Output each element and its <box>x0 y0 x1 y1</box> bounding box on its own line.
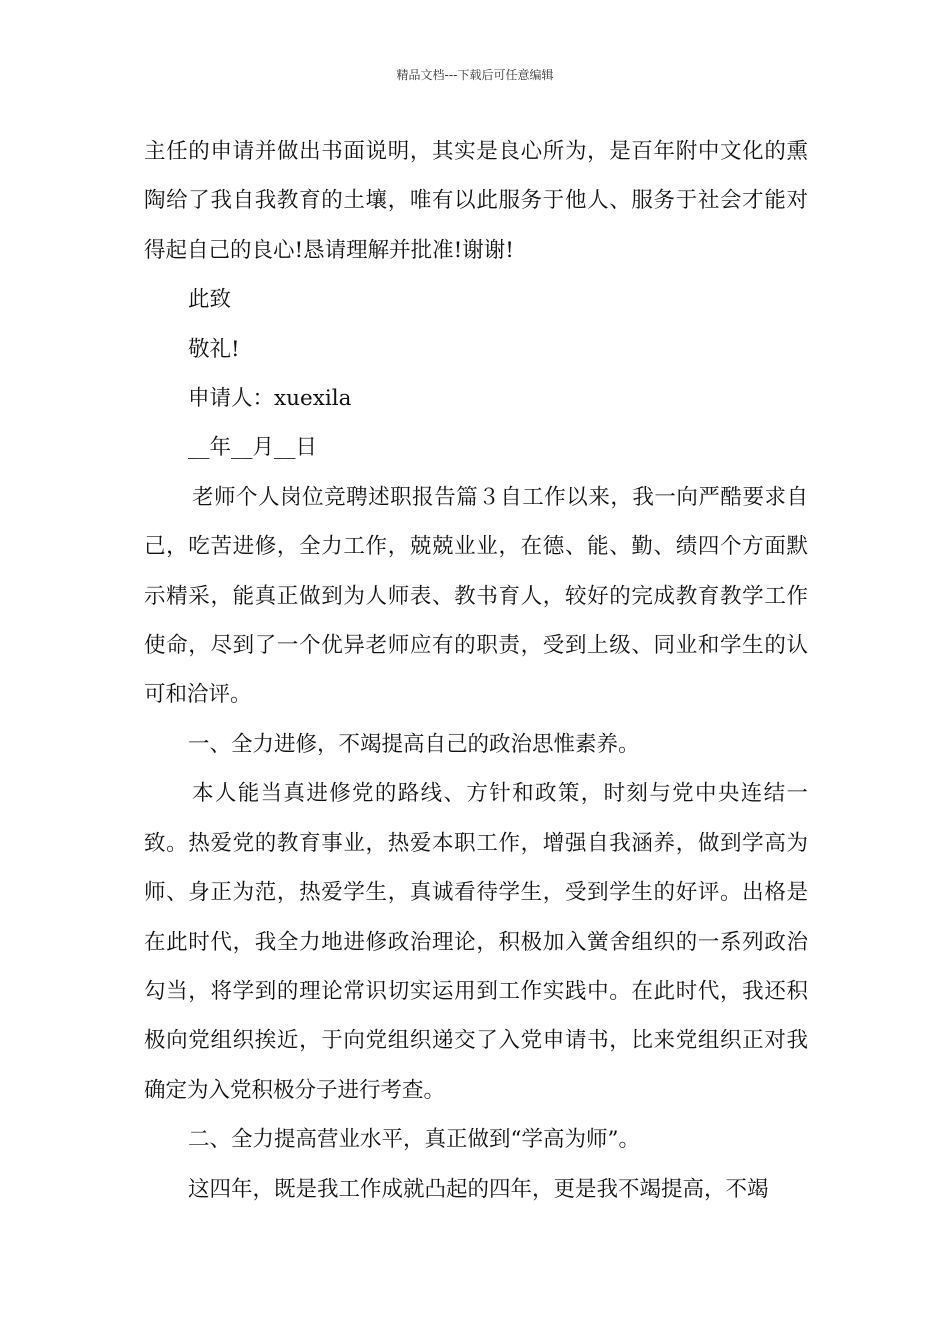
paragraph-report-intro: 老师个人岗位竞聘述职报告篇３自工作以来，我一向严酷要求自己，吃苦进修，全力工作，兢兢业业，在德、能、勤、绩四个方面默示精采，能真正做到为人师表、教书育人，较好的完成教育教学工作使命，尽到了一个优异老师应有的职责，受到上级、同业和学生的认可和洽评。 <box>144 484 808 708</box>
paragraph-political-study: 本人能当真进修党的路线、方针和政策，时刻与党中央连结一致。热爱党的教育事业，热爱本职工作，增强自我涵养，做到学高为师、身正为范，热爱学生，真诚看待学生，受到学生的好评。出格是在此时代，我全力地进修政治理论，积极加入黉舍组织的一系列政治勾当，将学到的理论常识切实运用到工作实践中。在此时代，我还积极向党组织挨近，于向党组织递交了入党申请书，比来党组织正对我确定为入党积极分子进行考查。 <box>144 781 808 1103</box>
salutation-jingli: 敬礼! <box>188 336 240 362</box>
applicant-signature: 申请人：xuexila <box>188 386 352 412</box>
paragraph-four-years: 这四年，既是我工作成就凸起的四年，更是我不竭提高，不竭 <box>188 1176 769 1202</box>
paragraph-closing-explanation: 主任的申请并做出书面说明，其实是良心所为，是百年附中文化的熏陶给了我自我教育的土壤，唯有以此服务于他人、服务于社会才能对得起自己的良心!恳请理解并批准!谢谢! <box>144 139 808 263</box>
section-heading-2: 二、全力提高营业水平，真正做到“学高为师”。 <box>188 1127 640 1153</box>
document-body <box>144 127 808 1214</box>
date-line: __年__月__日 <box>188 435 318 461</box>
section-heading-1: 一、全力进修，不竭提高自己的政治思惟素养。 <box>188 731 640 757</box>
salutation-cizhi: 此致 <box>188 287 232 313</box>
page-header: 精品文档---下载后可任意编辑 <box>396 68 554 82</box>
